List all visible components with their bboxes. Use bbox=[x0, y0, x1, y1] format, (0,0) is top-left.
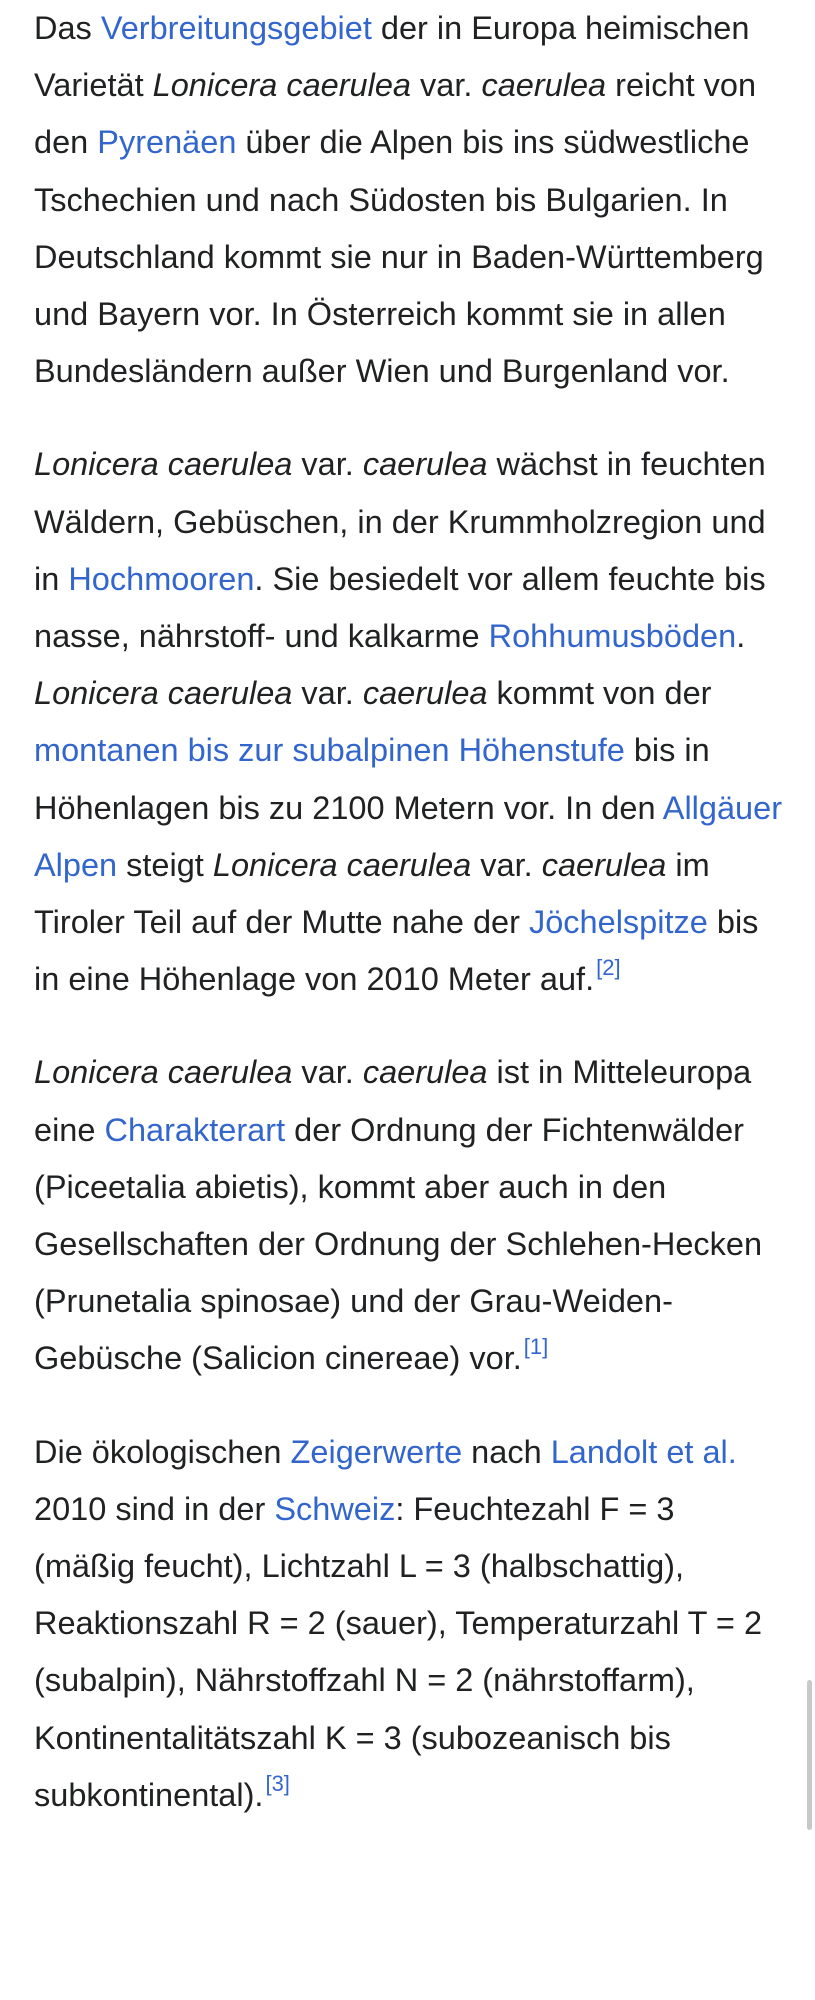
taxon-name: caerulea bbox=[481, 67, 607, 104]
text: nach bbox=[462, 1433, 551, 1470]
paragraph-distribution bbox=[34, 0, 784, 400]
text: var. bbox=[292, 446, 363, 483]
text: kommt von der bbox=[487, 675, 712, 712]
article-content bbox=[34, 0, 784, 1824]
link-pyrenaeen[interactable]: Pyrenäen bbox=[97, 124, 237, 161]
text: der Ordnung der Fichtenwälder (Piceetalia abietis), kommt aber auch in den Gesellschaften der Ordnung der Schlehen-Hecken (Prunetalia spinosae) und der Grau-Weiden-Gebüsche (Salicion cinereae) vor. bbox=[34, 1111, 763, 1377]
taxon-name: caerulea bbox=[541, 846, 667, 883]
taxon-name: caerulea bbox=[362, 446, 488, 483]
text: var. bbox=[411, 67, 482, 104]
text: steigt bbox=[117, 846, 213, 883]
text: var. bbox=[292, 1054, 363, 1091]
reference-link-2[interactable]: [2] bbox=[596, 955, 621, 981]
paragraph-indicator-values bbox=[34, 1424, 784, 1824]
link-montanen-hoehenstufe[interactable]: montanen bis zur subalpinen Höhenstufe bbox=[34, 732, 625, 769]
text: wächst in feuchten Wäldern, Gebüschen, in der Krummholzregion und in bbox=[34, 446, 766, 597]
scrollbar-thumb[interactable] bbox=[807, 1680, 812, 1830]
taxon-name: Lonicera caerulea bbox=[34, 1054, 293, 1091]
taxon-name: caerulea bbox=[362, 1054, 488, 1091]
text: var. bbox=[471, 846, 542, 883]
text: bis in eine Höhenlage von 2010 Meter auf. bbox=[34, 904, 759, 998]
taxon-name: Lonicera caerulea bbox=[34, 446, 293, 483]
text: Das bbox=[34, 10, 101, 46]
link-charakterart[interactable]: Charakterart bbox=[104, 1111, 286, 1148]
reference-link-3[interactable]: [3] bbox=[265, 1770, 290, 1796]
text: var. bbox=[292, 675, 363, 712]
reference-link-1[interactable]: [1] bbox=[523, 1334, 549, 1360]
link-hochmooren[interactable]: Hochmooren bbox=[68, 560, 255, 597]
text: Die ökologischen bbox=[34, 1433, 291, 1470]
text: ist in Mitteleuropa eine bbox=[34, 1054, 752, 1148]
link-rohhumusboeden[interactable]: Rohhumusböden bbox=[488, 618, 737, 655]
text: : Feuchtezahl F = 3 (mäßig feucht), Lichtzahl L = 3 (halbschattig), Reaktionszahl R = 2 (sauer), Temperaturzahl T = 2 (subalpin), Nährstoffzahl N = 2 (nährstoffarm), Kontinentalitätszahl K = 3 (subozeanisch bis subkontinental). bbox=[34, 1490, 763, 1813]
link-schweiz[interactable]: Schweiz bbox=[274, 1490, 396, 1527]
text: 2010 sind in der bbox=[34, 1490, 275, 1527]
link-joechelspitze[interactable]: Jöchelspitze bbox=[528, 904, 708, 941]
link-allgaeuer-alpen[interactable]: Allgäuer Alpen bbox=[34, 789, 783, 883]
text: reicht von den bbox=[34, 67, 757, 161]
link-landolt[interactable]: Landolt et al. bbox=[550, 1433, 737, 1470]
link-verbreitungsgebiet[interactable]: Verbreitungsgebiet bbox=[100, 10, 372, 46]
taxon-name: Lonicera caerulea bbox=[212, 846, 472, 883]
text: über die Alpen bis ins südwestliche Tschechien und nach Südosten bis Bulgarien. In Deutschland kommt sie nur in Baden-Württemberg und Bayern vor. In Österreich kommt sie in allen Bundesländern außer Wien und Burgenland vor. bbox=[34, 124, 764, 390]
text: bis in Höhenlagen bis zu 2100 Metern vor. In den bbox=[34, 732, 710, 826]
taxon-name: caerulea bbox=[362, 675, 488, 712]
paragraph-habitat bbox=[34, 436, 784, 1008]
paragraph-phytosociology bbox=[34, 1044, 784, 1387]
link-zeigerwerte[interactable]: Zeigerwerte bbox=[290, 1433, 463, 1470]
text: . bbox=[736, 618, 746, 655]
taxon-name: Lonicera caerulea bbox=[152, 67, 411, 104]
text: im Tiroler Teil auf der Mutte nahe der bbox=[34, 846, 710, 941]
text: . Sie besiedelt vor allem feuchte bis nasse, nährstoff- und kalkarme bbox=[34, 560, 766, 655]
text: der in Europa heimischen Varietät bbox=[34, 10, 750, 104]
taxon-name: Lonicera caerulea bbox=[34, 675, 293, 712]
